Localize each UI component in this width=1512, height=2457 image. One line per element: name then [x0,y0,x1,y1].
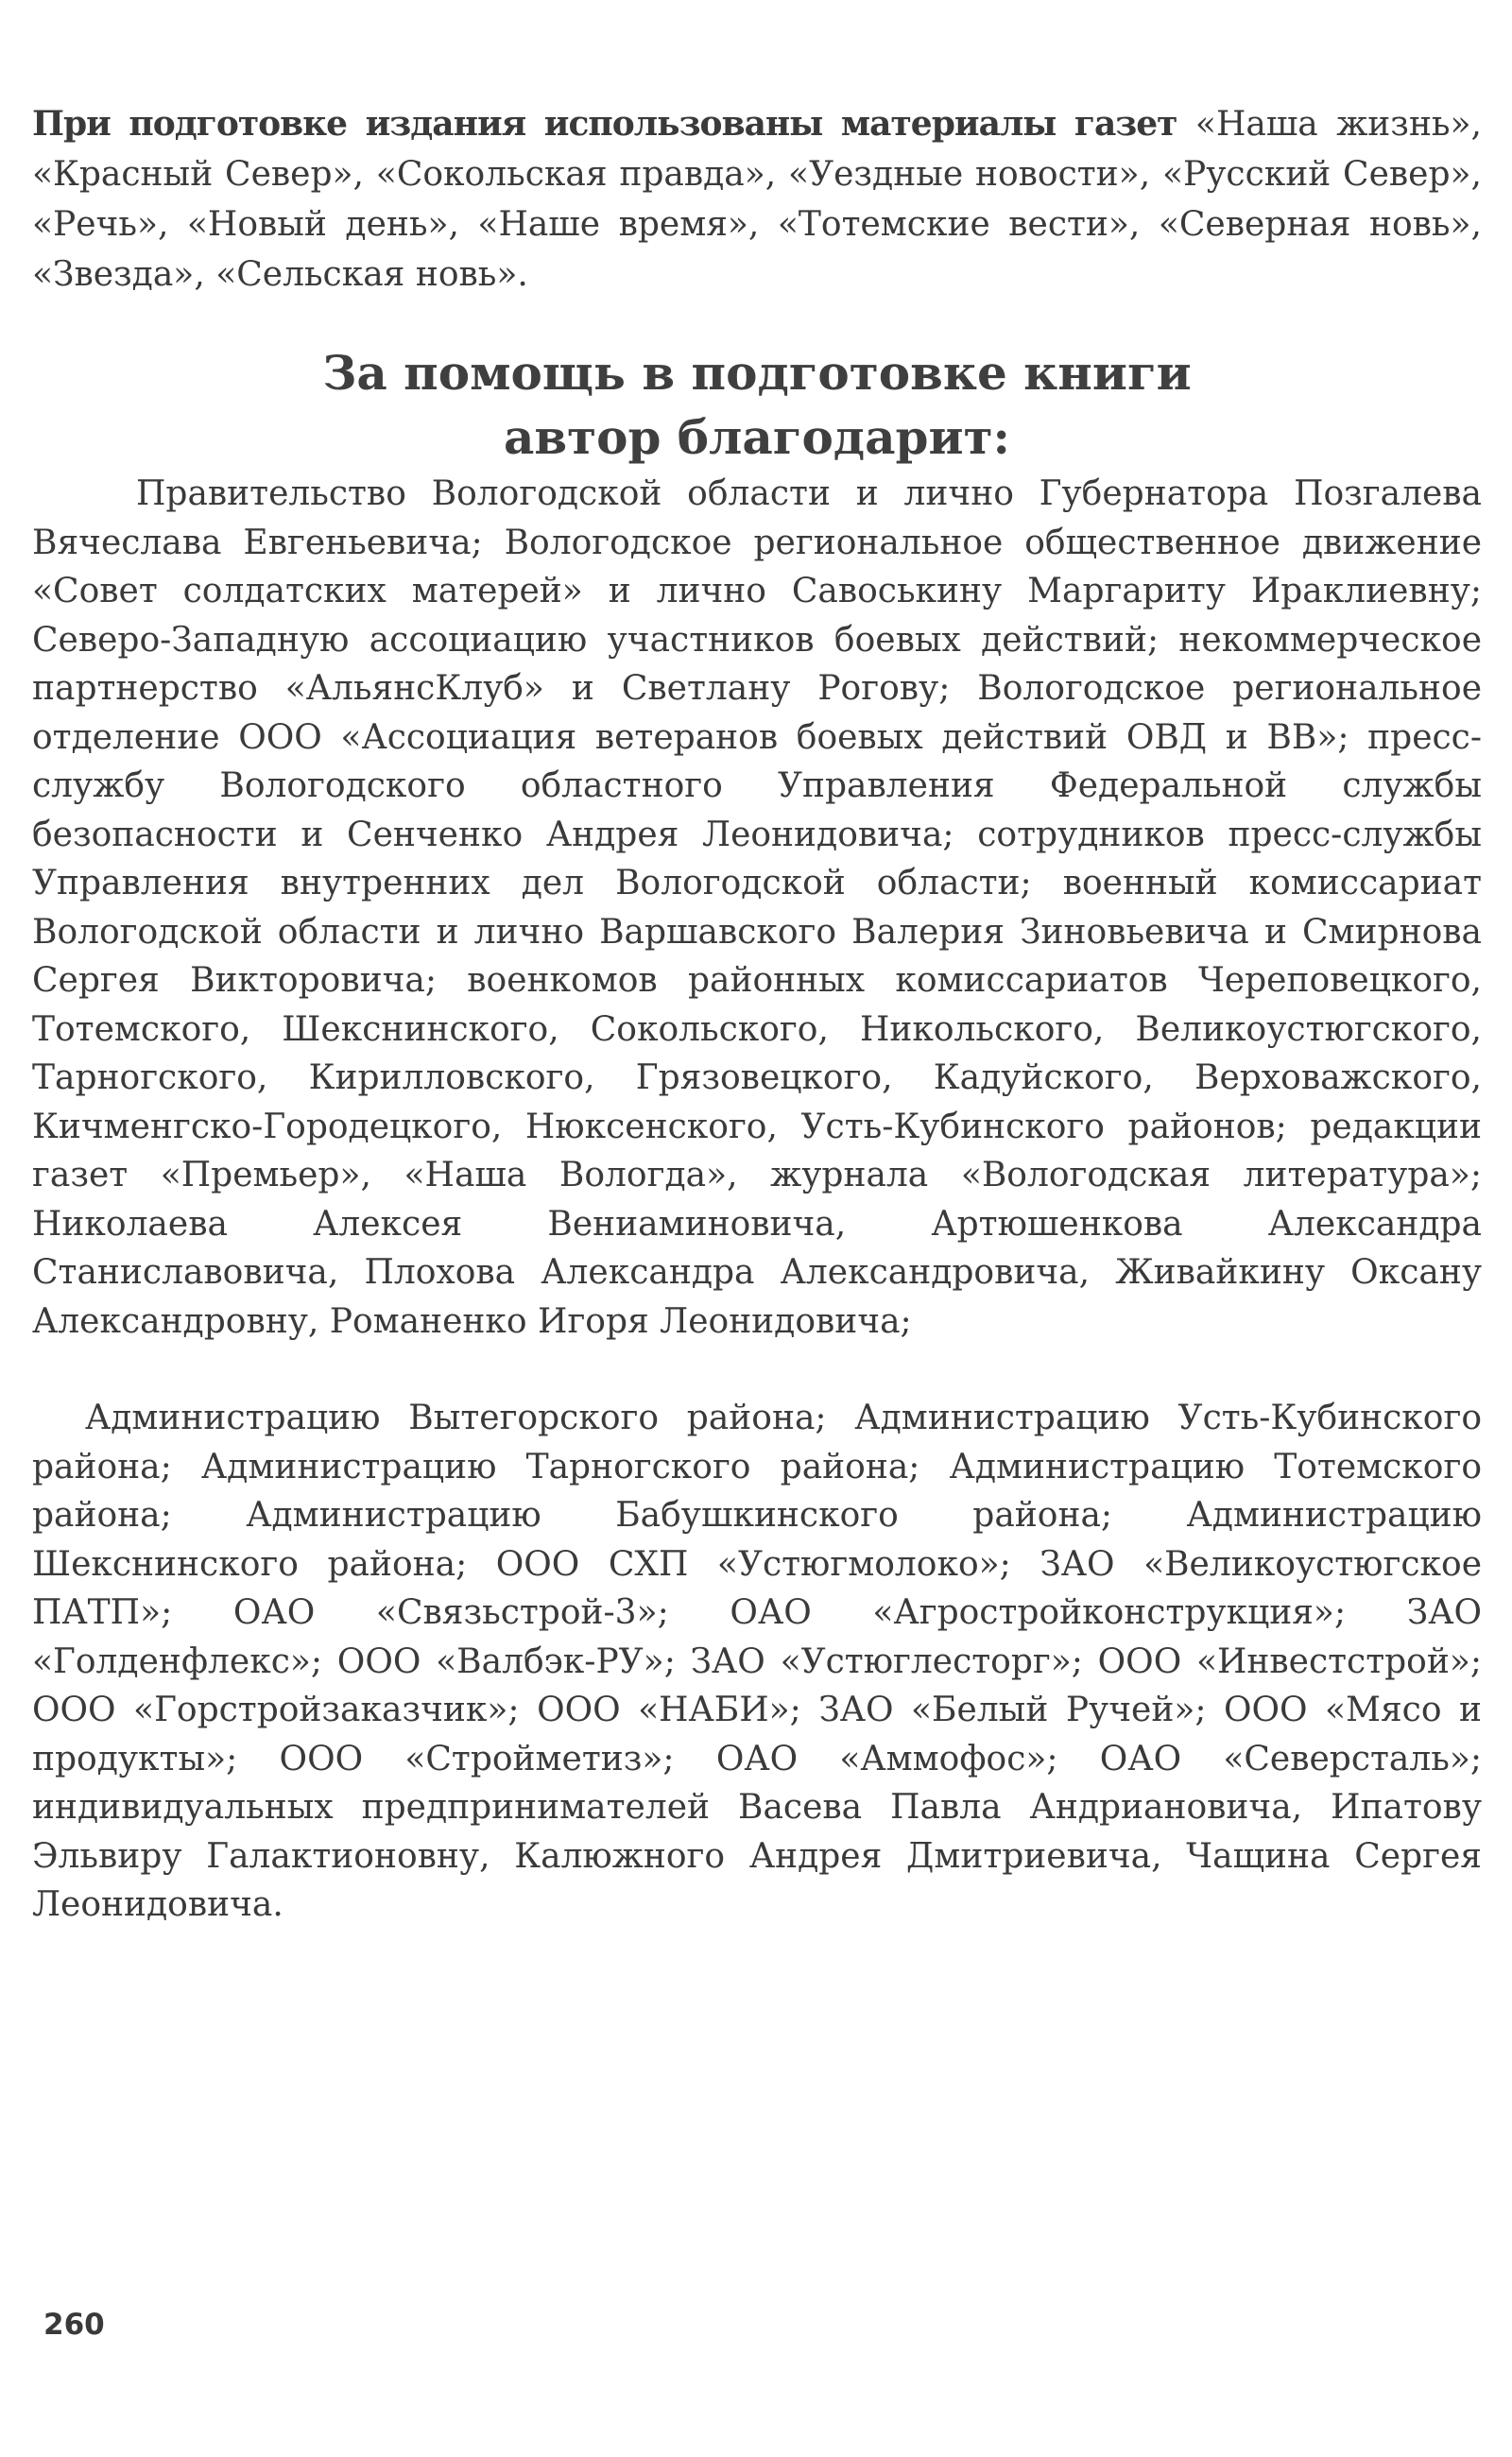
heading-line-1: За помощь в подготовке книги [322,345,1192,401]
sources-note-lead: При подготовке издания использованы материалы газет [32,104,1177,144]
sources-note [32,99,1482,300]
acknowledgements-paragraph-2: Администрацию Вытегорского района; Администрацию Усть-Кубинского района; Администрацию Тарногского района; Администрацию Тотемского района; Администрацию Бабушкинского района; Администрацию Шекснинского района; ООО СХП «Устюгмолоко»; ЗАО «Великоустюгское ПАТП»; ОАО «Связьстрой-3»; ОАО «Агростройконструкция»; ЗАО «Голденфлекс»; ООО «Валбэк-РУ»; ЗАО «Устюглесторг»; ООО «Инвестстрой»; ООО «Горстройзаказчик»; ООО «НАБИ»; ЗАО «Белый Ручей»; ООО «Мясо и продукты»; ООО «Стройметиз»; ОАО «Аммофос»; ОАО «Северсталь»; индивидуальных предпринимателей Васева Павла Андриановича, Ипатову Эльвиру Галактионовну, Калюжного Андрея Дмитриевича, Чащина Сергея Леонидовича. [32,1399,1482,1924]
sources-note-text: «Наша жизнь», «Красный Север», «Сокольская правда», «Уездные новости», «Русский Север», «Речь», «Новый день», «Наше время», «Тотемские вести», «Северная новь», «Звезда», «Сельская новь». [32,105,1483,294]
acknowledgements-heading [32,341,1482,470]
document-page [32,99,1482,1930]
acknowledgements-paragraph-1: Правительство Вологодской области и лично Губернатора Позгалева Вячеслава Евгеньевича; Вологодское региональное общественное движение «Совет солдатских матерей» и лично Савоськину Маргариту Ираклиевну; Северо-Западную ассоциацию участников боевых действий; некоммерческое партнерство «АльянсКлуб» и Светлану Рогову; Вологодское региональное отделение ООО «Ассоциация ветеранов боевых действий ОВД и ВВ»; пресс-службу Вологодского областного Управления Федеральной службы безопасности и Сенченко Андрея Леонидовича; сотрудников пресс-службы Управления внутренних дел Вологодской области; военный комиссариат Вологодской области и лично Варшавского Валерия Зиновьевича и Смирнова Сергея Викторовича; военкомов районных комиссариатов Череповецкого, Тотемского, Шекснинского, Сокольского, Никольского, Великоустюгского, Тарногского, Кирилловского, Грязовецкого, Кадуйского, Верховажского, Кичменгско-Городецкого, Нюксенского, Усть-Кубинского районов; редакции газет «Премьер», «Наша Вологда», журнала «Вологодская литература»; Николаева Алексея Вениаминовича, Артюшенкова Александра Станиславовича, Плохова Александра Александровича, Живайкину Оксану Александровну, Романенко Игоря Леонидовича; [32,474,1482,1341]
page-number: 260 [43,2308,105,2342]
heading-line-2: автор благодарит: [503,409,1011,465]
